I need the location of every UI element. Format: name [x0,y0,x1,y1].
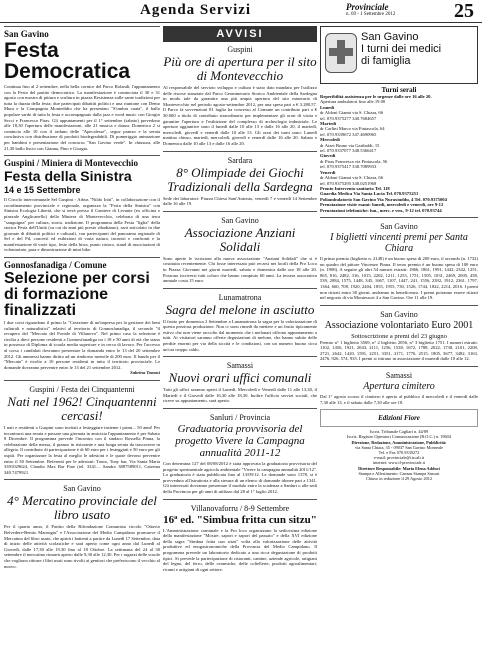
publisher-box: Edizioni Fiore [320,409,478,427]
medici-line: Pronto Intervento sanitario Tel. 118 [320,185,390,191]
imprint-line: Iscriz. Tribunale Cagliari n. 44/89 [369,429,429,435]
medici-line: Mercoledì [320,137,340,143]
medici-line: dr Piras Francesca via Finiascola, 56 [320,158,388,164]
brand-logo: Provinciale [346,2,389,12]
medici-line: Guardia Medica Via Santa Lucia Tel. 070.9375251 [320,191,419,197]
article-kicker: San Gavino [380,221,418,231]
article-kicker: Guspini / Miniera di Montevecchio [4,158,138,169]
article-apertura-cimitero [320,366,478,405]
article-kicker: San Gavino [380,309,418,319]
medici-box [320,26,478,84]
article-body: Premio n° 1 biglietto 3569, n° 2 biglietto 2056, n° 3 biglietto 1751. I numeri estratti: 1102, 1456, 1921, 2043, 2111, 1256, 1538, 1672, 1788, 2022, 1738, 2101, 2208, 2721, 2642, 1420, 1591, 2251, 3351, 3171, 1776, 2515, 1805, 3677, 3482, 3163, 2476, 926, 574, 935. I premi si ritirano in associazione il martedì dalle 10 alle 12. [320,339,478,362]
column-middle [163,26,317,653]
article-body: Dal 1° agosto scorso il cimitero è aperto al pubblico il mercoledì e il venerdì dalle 7,30 alle 13, e il sabato dalle 7,30 alle ore 18. [320,394,478,405]
article-subheadline: Sottoscrizione a premi del 23 giugno [351,332,447,340]
article-body: Al responsabile del servizio sviluppo e cultura è stato dato mandato per l'utilizzo delle risorse stanziate dal Parco Geominerario Storico Ambientale della Sardegna in modo tale da garantire una più ampia apertura del sito minerario di Montevecchio nel periodo agosto-settembre 2012, per una spesa pari a € 3.280,57. Il Parco fa sovvenzioni 81 luglio ha concesso al Comune un contributo pari a € 30.000 a titolo di contributo straordinario per implementare gli orari di visita e garantire l'apertura e l'esibizione del complesso di archeologia industriale. Le aperture aggiuntive sono il lunedì dalle 10 alle 13 e dalle 16 alle 20, il martedì, mercoledì, giovedì e venerdì dalle 10 alle 13. Gli orari dei turni sono: Lunedì mattina chiuso, martedì, mercoledì, giovedì e venerdì dalle 16 alle 20. Sabato e Domenica dalle 10 alle 13 e dalle 16 alle 20. [163,85,317,146]
article-body: Sono aperte le iscrizioni alla nuova associazione "Anziani Solidali" che si è costituita recentemente. Chi fosse interessato può recarsi nei locali della Pro Loco in Piazza Giovanni nei giorni martedì, sabato e domenica dalle ore 18 alle 20. Possono iscriversi tutti coloro che hanno compiuto 60 anni. La tessera associativa annuale costa 15 euro. [163,255,317,284]
imprint-website[interactable]: internet: www.il-provinciale.it [372,460,426,466]
issue-info: n. 69 - 1 Settembre 2012 [346,12,396,17]
article-body: I due corsi riguardano il primo la "Creazione di un'impresa per la gestione dei beni culturali e naturalistici" relativi al territorio di Gonnosfanadiga, il secondo "il recupero del "Mercato del Portale di Villanova". Nel primo caso la selezione è rivolta a dieci persone residenti a Gonnosfanadiga tra i 18 e 50 anni di età che siano in possesso di Diploma di scuola media superiore e in cerca di lavoro. Per l'accesso al corso i candidati dovranno presentare la domanda entro le 13 del 20 settembre 2012. Gli ammessi hanno diritto ad un rimborso mensile di 200 euro. Il bando per il "Mercato" è rivolto a 10 persone residenti in tutto il territorio provinciale. Le domande dovranno pervenire entro le 13 del 21 settembre 2012. [4,320,160,370]
imprint-email[interactable]: e-mail: provinciale@tiscali.it [373,455,425,461]
article-headline: 4° Mercatino provinciale del libro usato [7,493,157,523]
article-headline: Sagra del melone in asciutto [165,301,315,317]
medici-line: Prenotazioni telefoniche: lun., merc. e ven., 9-12 tel. 070.93744 [320,207,442,213]
section-title: Agenda Servizi [140,2,252,18]
article-body: Il Circolo intercomunale Sel Guspini - Arbus "Nildo Iotti", in collaborazione con il coordinamento provinciale e regionale, organizza la "Festa della Sinistra" con Sinistra Ecologia Libertà, che si terrà presso il Cantiere di Levante (ex officina e piazzale Anglicanello) della Miniera di Montevecchio, celebrata di una terra "sanguigna" per cultura, storia, tradizione. Il programma della Festa "figlia" della storica Festa dell'Unità (su cui da anni più presto ribadiamo), sarà articolato in due giornate di dibattiti politici e culturali, con partecipanti del panorama regionale di Sel e del Pd, concerti ed esibizioni di varia natura, incontri e confronti e la manifestazione di varie tipo, feste della birra, punto ristoro, stand di associazioni di volontariato, para e dimostrazione di mini bike. [4,197,160,253]
medici-title-line: di famiglia [361,55,411,67]
article-festa-democratica [4,26,160,151]
medici-line: tel. 070.9339672 347.4690965 [320,131,377,137]
medici-line: tel. 070.9337077 348.5366417 [320,148,377,154]
article-anziani [163,211,317,284]
article-body: I nati e residenti a Guspini sono invitati a festeggiare insieme i primi... 50 anni! Per incontrarsi una serata e passare una giornata in amicizia l'appuntamento è per Sabato 8 Dicembre. Il programma prevede l'incontro con il sindaco Rossella Pinna, la celebrazione della messa, il pranzo in ristorante e una lunga serata da trascorrere in allegria. Il contributo di partecipazione è di 60 euro per i festeggiati e 50 euro per gli ospiti. Per organizzare la festa al meglio le adesioni e le quote devono pervenire entro il 30 Settembre. Referenti per le adesioni: Tonio, Tony bar, Via Santa Maria 3391029624, Claudio Max Bar Fine (tel. 3341.... Sandro 3887589011, Caterina 340.7479921. [4,425,160,475]
article-kicker: San Gavino [4,29,49,39]
medici-line: Prenotazione visite esami: lunedì, mercoledì e venerdì, ore 9-12 [320,202,444,208]
article-kicker: Gonnosfanadiga / Comune [4,260,107,271]
article-headline: Nati nel 1962! Cinquantenni cercasi! [7,394,157,423]
article-headline: Associazione Anziani Solidali [184,224,296,254]
article-signature: Sabrina Tomasi [130,370,160,376]
article-headline: 8° Olimpiade dei Giochi Tradizionali della Sardegna [167,164,313,194]
column-left [4,26,160,653]
article-kicker: Sardara [227,155,253,165]
article-body: Sede dei laboratori: Piazza Chiesa Sant'Antonio, venerdì 7 e venerdì 14 Settembre dalle 16 alle 19. [163,195,317,207]
article-headline: Associazione volontariato Euro 2001 [324,319,474,331]
article-body: Per il quarto anno, il Partito della Rifondazione Comunista circolo "Ottavio Belvedere-Benito Marongiu" e l'Associazione del Medio Campidano promuove il Mercatino del libro usato, che aprirà i battenti a partire da Lunedì 17 Settembre, data di inizio delle attività scolastiche e sarà aperto come ogni anno dal Lunedì al Giovedì, dalle 17,30 alle 19,30 fino al 18 Ottobre. La settimana del 24 al 30 settembre il mercatino rimarrà aperto dalle 9,30 alle 12,30. Per i ragazzi delle scuole che vogliono ritirare i libri usati sono rivolti ai genitori che preferiscono il vecchio al nuovo. [4,524,160,569]
article-sagra-melone [163,288,317,353]
medici-title [361,31,441,67]
medici-line: dr Carlini Marco via Finiascola, 64 [320,126,385,132]
imprint-line: Chiuso in redazione il 29 Agosto 2012 [365,476,433,482]
article-kicker: Villanovaforru / 8-9 Settembre [190,503,290,513]
article-headline: Festa Democratica [4,39,131,83]
medici-line: Apertura ambulatori fino alle 19.00 [320,99,386,105]
turni-heading: Turni serali [381,86,417,94]
article-body: Tutti gli uffici saranno aperti il Lunedì, Mercoledì e Venerdì dalle 11 alle 13,30, il Martedì e il Giovedì dalle 16,30 alle 18,30. Inoltre l'ufficio servizi sociali, che riceve su appuntamento, sarà aperto. [163,387,317,404]
medici-line: Martedì [320,121,337,127]
article-vivere-campagna [163,408,317,495]
medici-line: Venerdì [320,169,336,175]
column-right [320,26,478,653]
article-body: Il primo premio (biglietto n. 2148) è un buono spesa di 200 euro, il secondo (n. 1732) un quadro del pittore Vincenzo Pinna. Il terzo premio è un buono spesa di 100 euro (n. 1906). A seguire gli altri 54 numeri estratti: 1866, 1861, 1991, 1442, 2342, 1251, 865, 816, 2482, 316, 1015, 2202, 1211, 1253, 1751, 1505, 1031, 2469, 2005, 458, 539, 2084, 1575, 1448, 345, 1667, 1107, 1447, 241, 1556, 2392, 1912, 2361, 1797, 1364, 660, 708, 1920, 2404, 1855, 1955, 730, 1526, 1744, 1822, 2214, 2016. I premi non ritirati entro 30 giorni, andranno in beneficenza. I premi potranno essere ritirati nel negozio di via Montessori 4 a San Gavino. Ore 11 alle 19. [320,255,478,301]
article-body: Con determina 127 del 08/08/2012 è stata approvata la graduatoria provvisoria del progetto sperimentale agricolo ambientale "Vivere la campagna annualità 2011/12". La graduatoria è stata pubblicata fino al 13/09/12. Le domande sono 1378, si è provveduto all'istruttoria e alla stesura di un elenco di domande idonee pari a 1341. Gli interessati dovranno presentare il modulo entro la scadenza a Sanluri o alle sedi della Provincia per gli anni di utilizzo dal 28 al 1° luglio 2012. [163,461,317,494]
medici-line: dr Atzei Bruno via Garibaldi, 15 [320,142,380,148]
article-orari-uffici [163,356,317,404]
imprint-line: Direttore Responsabile: Maria Elena Adduci [358,465,440,471]
page-number: 25 [454,0,474,22]
medici-line: tel. 070.9375417 338.7089933 [320,164,377,170]
medici-line: Giovedì [320,153,336,159]
article-olimpiade [163,151,317,207]
article-euro2001 [320,305,478,362]
medici-line: Reperibilità assistenza per le urgenze dalle ore 16 alle 20. [320,94,432,99]
article-kicker: Guspini [227,45,253,54]
medici-title-line: I turni dei medici [361,43,442,55]
imprint-line: via Santa Chiara, 35 - 09037 San Gavino Monreale [355,444,443,450]
article-headline: Selezione per corsi di formazione finalizzati [4,270,150,320]
article-body: Il frutto per domenica 2 Settembre a Lunamatrona la sagra per la valorizzazione di questa preziosa produzione. Non ci sono rimedi da mettere e un frutto tipicamente estivo che non viene raccolto dal momento che i melonari offrono appuntamento a tutti. Ai visitatori saranno offerte degustazioni di melone, che hanno subito delle perdite enormi per via della siccità e le condizioni, con un numero buono circa un'ora troppo caldo. [163,318,317,352]
medici-line: dr Aldoni Gianni via S. Chiara, 66 [320,175,384,181]
article-kicker: Lunamatrona [218,292,262,302]
article-kicker: Sanluri / Provincia [210,413,270,423]
article-kicker: Guspini / Festa dei Cinquantenni [29,385,135,394]
article-selezione-corsi [4,257,160,376]
article-headline: Più ore di apertura per il sito di Montevecchio [163,54,317,83]
article-headline: Apertura cimitero [363,381,435,393]
article-kicker: Samassi [226,361,254,371]
imprint-line: Direzione, Redazione, Amministrazione, Pubblicità: [351,439,447,445]
imprint-line: Tel. e Fax 070.9339272 [378,450,420,456]
medici-line: tel. 070.9375277 340.7684657 [320,115,377,121]
medici-line: dr Aldoni Gianni via S. Chiara, 66 [320,110,384,116]
article-montevecchio [163,45,317,147]
medici-title-line: San Gavino [361,31,419,43]
article-headline: Graduatoria provvisoria del progetto Vivere la Campagna annualità 2011-12 [175,423,305,460]
article-headline: I biglietti vincenti premi per Santa Chiara [330,231,468,254]
article-kicker: Samassi [385,371,413,381]
page-header [0,0,482,23]
article-kicker: San Gavino [63,484,101,494]
article-subheadline: 14 e 15 Settembre [4,185,81,196]
article-biglietti-vincenti [320,217,478,301]
imprint [320,429,478,481]
medici-line: tel. 070.9375295 348.0251968 [320,180,377,186]
article-simbua-fritta [163,499,317,573]
article-headline: Festa della Sinistra [4,168,132,185]
medici-list [320,94,478,213]
imprint-line: Iscriz. Registro Operatori Comunicazione (R.O.C.) n. 19604 [347,434,451,440]
article-mercatino-libro [4,479,160,569]
article-festa-sinistra [4,155,160,253]
article-body: Continua fino al 2 settembre, nella bella cornice del Parco Rolandi, l'appuntamento con la Festa del partito democratico. La manifestazione è cominciata il 30 e 31 agosto con mostra di pittura e scultura in piazza Resistenza sulle sante tradizioni per tutta la durata della festa; due partecipati dibattiti politici e una riunione con Demo Mura e la Compagnia Montedidio che ha presentato "S'umbra cuata", il ballo popolare sardo di tutta la festa e accompagnato dalla jazz e word music con Giorgio Secci e Francesco Piras. Gli appuntamenti per il 1° settembre (sabato) prevedono alle 18,30 l'apertura delle manifestazioni, alle 21 musica e danza. Domenica 2 si comincia alle 10 con il raduno delle "Apecalesse", segue pranzo e la serata conclusiva con distribuzione di prodotti biodegradabili. Di pomeriggio animazione per bambini e presentazione del concorso "San Gavino verde". In chiusura, alle 21,30 ballo liscio con Gianna, Pino e Giorgia. [4,84,160,151]
article-cinquantenni [4,380,160,475]
imprint-line: Stampa e Allestimento: Cannas Stampa Sassari [358,470,440,476]
article-headline: 16ª ed. "Simbua fritta cun sitzu" [163,513,317,526]
avvisi-banner: AVVISI [163,26,317,42]
medici-line: Poliambulatorio San Gavino Via Nuraxiuddu, 4 Tel. 070.9375004 [320,196,447,202]
article-kicker: San Gavino [221,215,259,225]
medici-line: Lunedì [320,104,335,110]
article-body: L'Amministrazione comunale e la Pro loco organizzano la sedicesima edizione della manifestazione "Mostre, sapori e sapori del passato" e della XVI edizione della sagra "Simbua fritta cun sitzu" volta alla valorizzazione delle attività produttive ed enogastronomiche della Provincia del Medio Campidano. Il programma prevede un laboratorio dedicato a una ricca degustazione di prodotti tipici. Si prevede la partecipazione di ristoranti, cantine, aziende agricole, artigiani del legno, del ferro, delle ceramiche, delle coltellerie, prodotti agroalimentari, ricami e artigiani di ogni settore. [163,527,317,572]
medical-cross-icon [325,33,357,73]
article-headline: Nuovi orari uffici comunali [168,370,312,386]
